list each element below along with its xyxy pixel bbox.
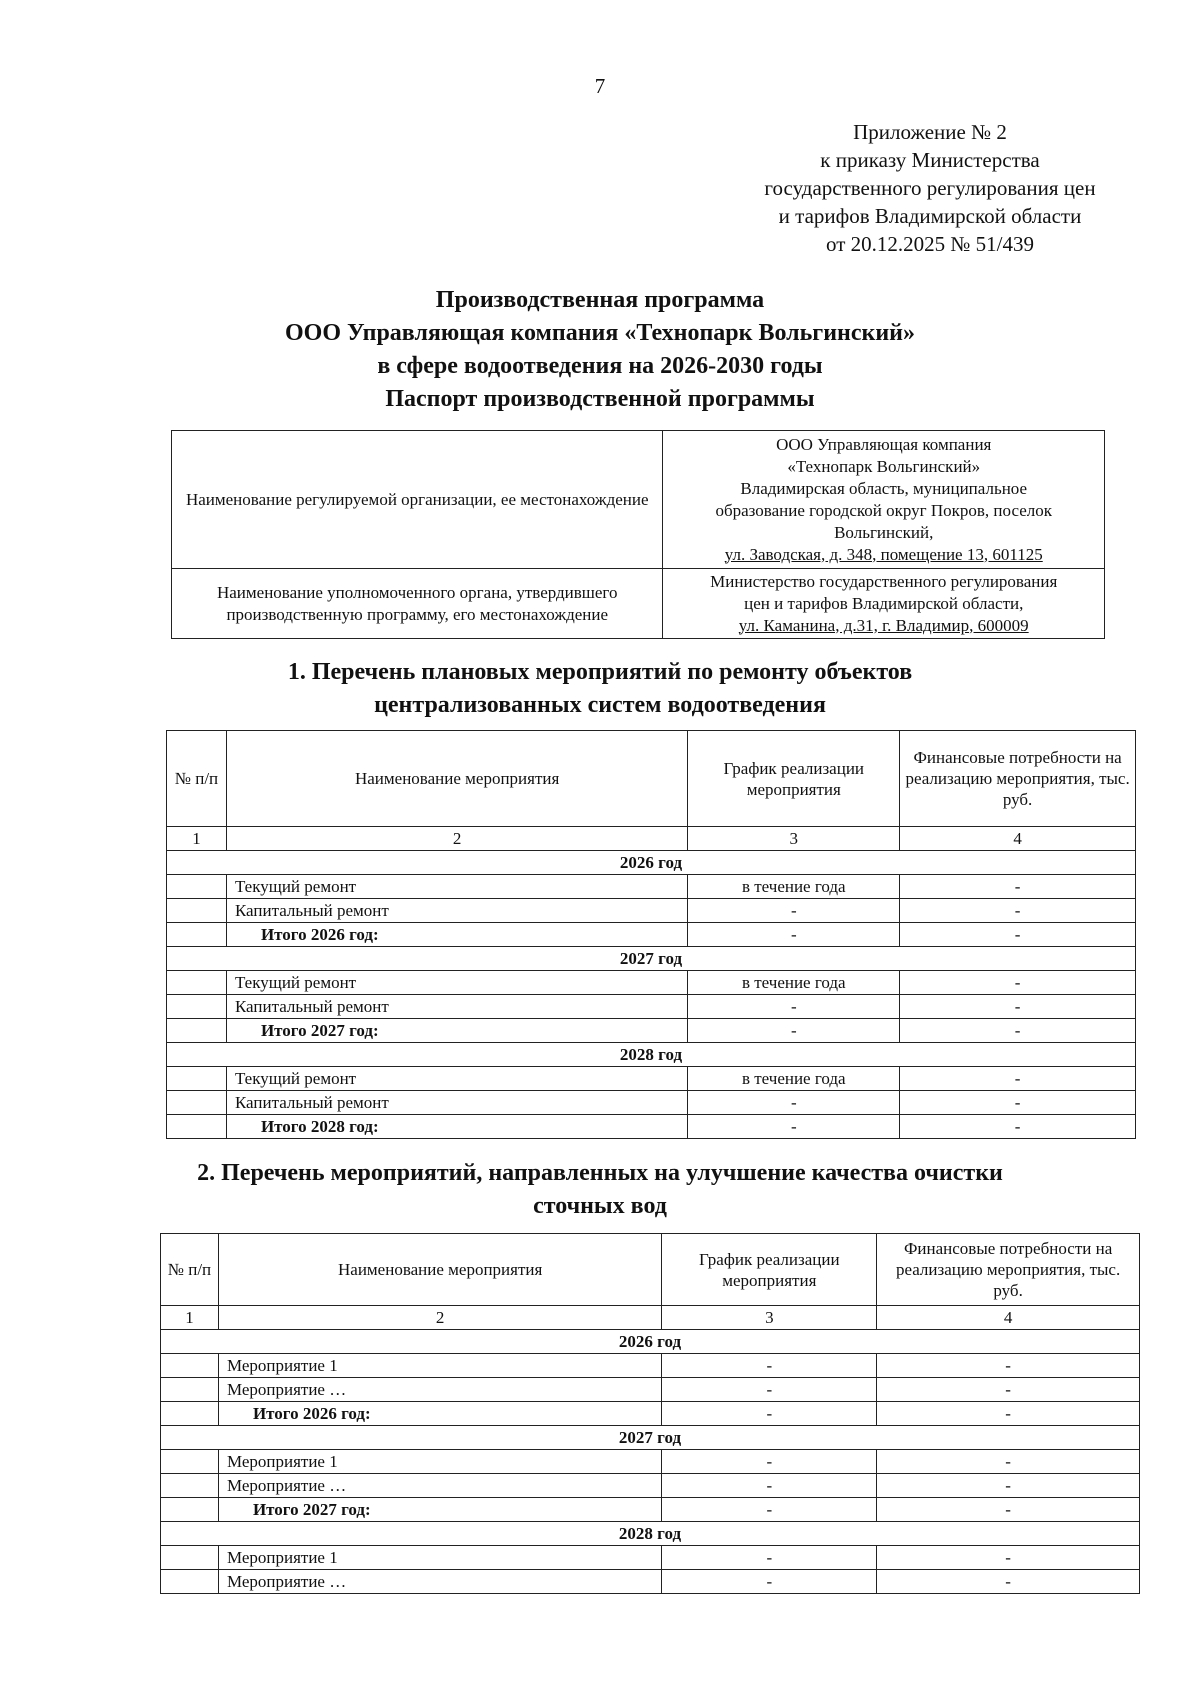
table-row — [167, 1091, 1136, 1115]
table-row — [167, 899, 1136, 923]
year-row: 2026 год — [167, 851, 1136, 875]
year-row: 2027 год — [161, 1426, 1140, 1450]
passport-org-line: ул. Заводская, д. 348, помещение 13, 601125 — [724, 544, 1043, 564]
total-label: Итого 2027 год: — [226, 1019, 687, 1043]
header-schedule: График реализации мероприятия — [662, 1234, 877, 1306]
section2-heading-line: сточных вод — [533, 1193, 667, 1219]
passport-org-line: ООО Управляющая компания — [776, 434, 992, 454]
total-finance: - — [877, 1498, 1140, 1522]
total-label: Итого 2027 год: — [218, 1498, 661, 1522]
title-line: Производственная программа — [435, 287, 765, 313]
total-schedule: - — [662, 1498, 877, 1522]
section2-heading-line: 2. Перечень мероприятий, направленных на улучшение качества очистки — [197, 1160, 1003, 1186]
appendix-line: и тарифов Владимирской области — [778, 204, 1082, 228]
header-number: № п/п — [161, 1234, 219, 1306]
row-schedule: - — [662, 1354, 877, 1378]
row-schedule: в течение года — [688, 971, 900, 995]
total-row — [167, 923, 1136, 947]
table-row — [161, 1546, 1140, 1570]
table-row — [167, 875, 1136, 899]
row-name: Капитальный ремонт — [226, 899, 687, 923]
row-name: Мероприятие … — [218, 1474, 661, 1498]
row-name: Мероприятие 1 — [218, 1450, 661, 1474]
total-schedule: - — [688, 1115, 900, 1139]
page-number: 7 — [594, 74, 606, 98]
section1-heading — [0, 656, 1200, 722]
row-finance: - — [877, 1570, 1140, 1594]
row-finance: - — [877, 1450, 1140, 1474]
title-line: ООО Управляющая компания «Технопарк Вольгинский» — [284, 320, 915, 346]
section1-heading-line: централизованных систем водоотведения — [374, 692, 826, 718]
row-schedule: - — [662, 1546, 877, 1570]
passport-org-line: Вольгинский, — [834, 522, 934, 542]
total-finance: - — [900, 1115, 1136, 1139]
total-label: Итого 2028 год: — [226, 1115, 687, 1139]
row-finance: - — [900, 971, 1136, 995]
row-finance: - — [900, 1067, 1136, 1091]
header-finance: Финансовые потребности на реализацию мероприятия, тыс. руб. — [877, 1234, 1140, 1306]
title-line: в сфере водоотведения на 2026-2030 годы — [377, 353, 823, 379]
header-number: № п/п — [167, 731, 227, 827]
header-finance: Финансовые потребности на реализацию мероприятия, тыс. руб. — [900, 731, 1136, 827]
col-number: 3 — [688, 827, 900, 851]
row-finance: - — [877, 1378, 1140, 1402]
total-label: Итого 2026 год: — [226, 923, 687, 947]
header-name: Наименование мероприятия — [226, 731, 687, 827]
row-name: Мероприятие 1 — [218, 1546, 661, 1570]
header-name: Наименование мероприятия — [218, 1234, 661, 1306]
passport-authority-label: Наименование уполномоченного органа, утвердившего производственную программу, его местонахождение — [172, 569, 663, 639]
year-row: 2026 год — [161, 1330, 1140, 1354]
row-finance: - — [900, 899, 1136, 923]
col-number: 1 — [161, 1306, 219, 1330]
row-name: Текущий ремонт — [226, 1067, 687, 1091]
row-finance: - — [877, 1474, 1140, 1498]
appendix-line: к приказу Министерства — [820, 148, 1040, 172]
col-number: 4 — [877, 1306, 1140, 1330]
passport-org-label: Наименование регулируемой организации, ее местонахождение — [172, 431, 663, 569]
passport-authority-value — [663, 569, 1105, 639]
row-name: Текущий ремонт — [226, 875, 687, 899]
total-row — [167, 1019, 1136, 1043]
total-row — [167, 1115, 1136, 1139]
total-row — [161, 1498, 1140, 1522]
section2-heading — [0, 1157, 1200, 1223]
col-number: 4 — [900, 827, 1136, 851]
appendix-line: государственного регулирования цен — [764, 176, 1096, 200]
table-row — [167, 995, 1136, 1019]
row-finance: - — [900, 875, 1136, 899]
header-schedule: График реализации мероприятия — [688, 731, 900, 827]
appendix-block — [730, 118, 1130, 258]
total-row — [161, 1402, 1140, 1426]
passport-org-value — [663, 431, 1105, 569]
passport-authority-line: цен и тарифов Владимирской области, — [744, 593, 1024, 613]
section1-table — [166, 730, 1136, 1139]
year-row: 2027 год — [167, 947, 1136, 971]
row-name: Капитальный ремонт — [226, 1091, 687, 1115]
row-schedule: в течение года — [688, 1067, 900, 1091]
col-number: 1 — [167, 827, 227, 851]
table-row — [167, 971, 1136, 995]
passport-authority-line: Министерство государственного регулирования — [710, 571, 1058, 591]
row-name: Капитальный ремонт — [226, 995, 687, 1019]
table-row — [161, 1450, 1140, 1474]
row-finance: - — [877, 1354, 1140, 1378]
col-number: 2 — [218, 1306, 661, 1330]
row-name: Мероприятие … — [218, 1378, 661, 1402]
row-schedule: - — [688, 995, 900, 1019]
appendix-line: от 20.12.2025 № 51/439 — [825, 232, 1035, 256]
table-row — [167, 1067, 1136, 1091]
table-row — [161, 1474, 1140, 1498]
col-number: 2 — [226, 827, 687, 851]
row-name: Текущий ремонт — [226, 971, 687, 995]
total-schedule: - — [688, 923, 900, 947]
row-schedule: - — [688, 1091, 900, 1115]
document-title — [0, 284, 1200, 416]
row-schedule: - — [662, 1570, 877, 1594]
row-schedule: - — [662, 1450, 877, 1474]
total-finance: - — [900, 923, 1136, 947]
year-row: 2028 год — [167, 1043, 1136, 1067]
passport-org-line: Владимирская область, муниципальное — [740, 478, 1028, 498]
total-schedule: - — [688, 1019, 900, 1043]
section1-heading-line: 1. Перечень плановых мероприятий по ремонту объектов — [287, 659, 913, 685]
row-finance: - — [877, 1546, 1140, 1570]
row-name: Мероприятие … — [218, 1570, 661, 1594]
table-row — [161, 1354, 1140, 1378]
row-finance: - — [900, 995, 1136, 1019]
passport-org-line: «Технопарк Вольгинский» — [787, 456, 981, 476]
year-row: 2028 год — [161, 1522, 1140, 1546]
table-row — [161, 1570, 1140, 1594]
row-schedule: - — [662, 1378, 877, 1402]
row-finance: - — [900, 1091, 1136, 1115]
total-finance: - — [900, 1019, 1136, 1043]
section2-table — [160, 1233, 1140, 1594]
row-name: Мероприятие 1 — [218, 1354, 661, 1378]
passport-org-line: образование городской округ Покров, поселок — [715, 500, 1052, 520]
col-number: 3 — [662, 1306, 877, 1330]
title-line: Паспорт производственной программы — [385, 386, 815, 412]
passport-authority-line: ул. Каманина, д.31, г. Владимир, 600009 — [738, 615, 1029, 635]
table-row — [161, 1378, 1140, 1402]
passport-table — [171, 430, 1105, 639]
total-label: Итого 2026 год: — [218, 1402, 661, 1426]
total-finance: - — [877, 1402, 1140, 1426]
appendix-line: Приложение № 2 — [853, 120, 1007, 144]
total-schedule: - — [662, 1402, 877, 1426]
row-schedule: - — [662, 1474, 877, 1498]
row-schedule: в течение года — [688, 875, 900, 899]
row-schedule: - — [688, 899, 900, 923]
